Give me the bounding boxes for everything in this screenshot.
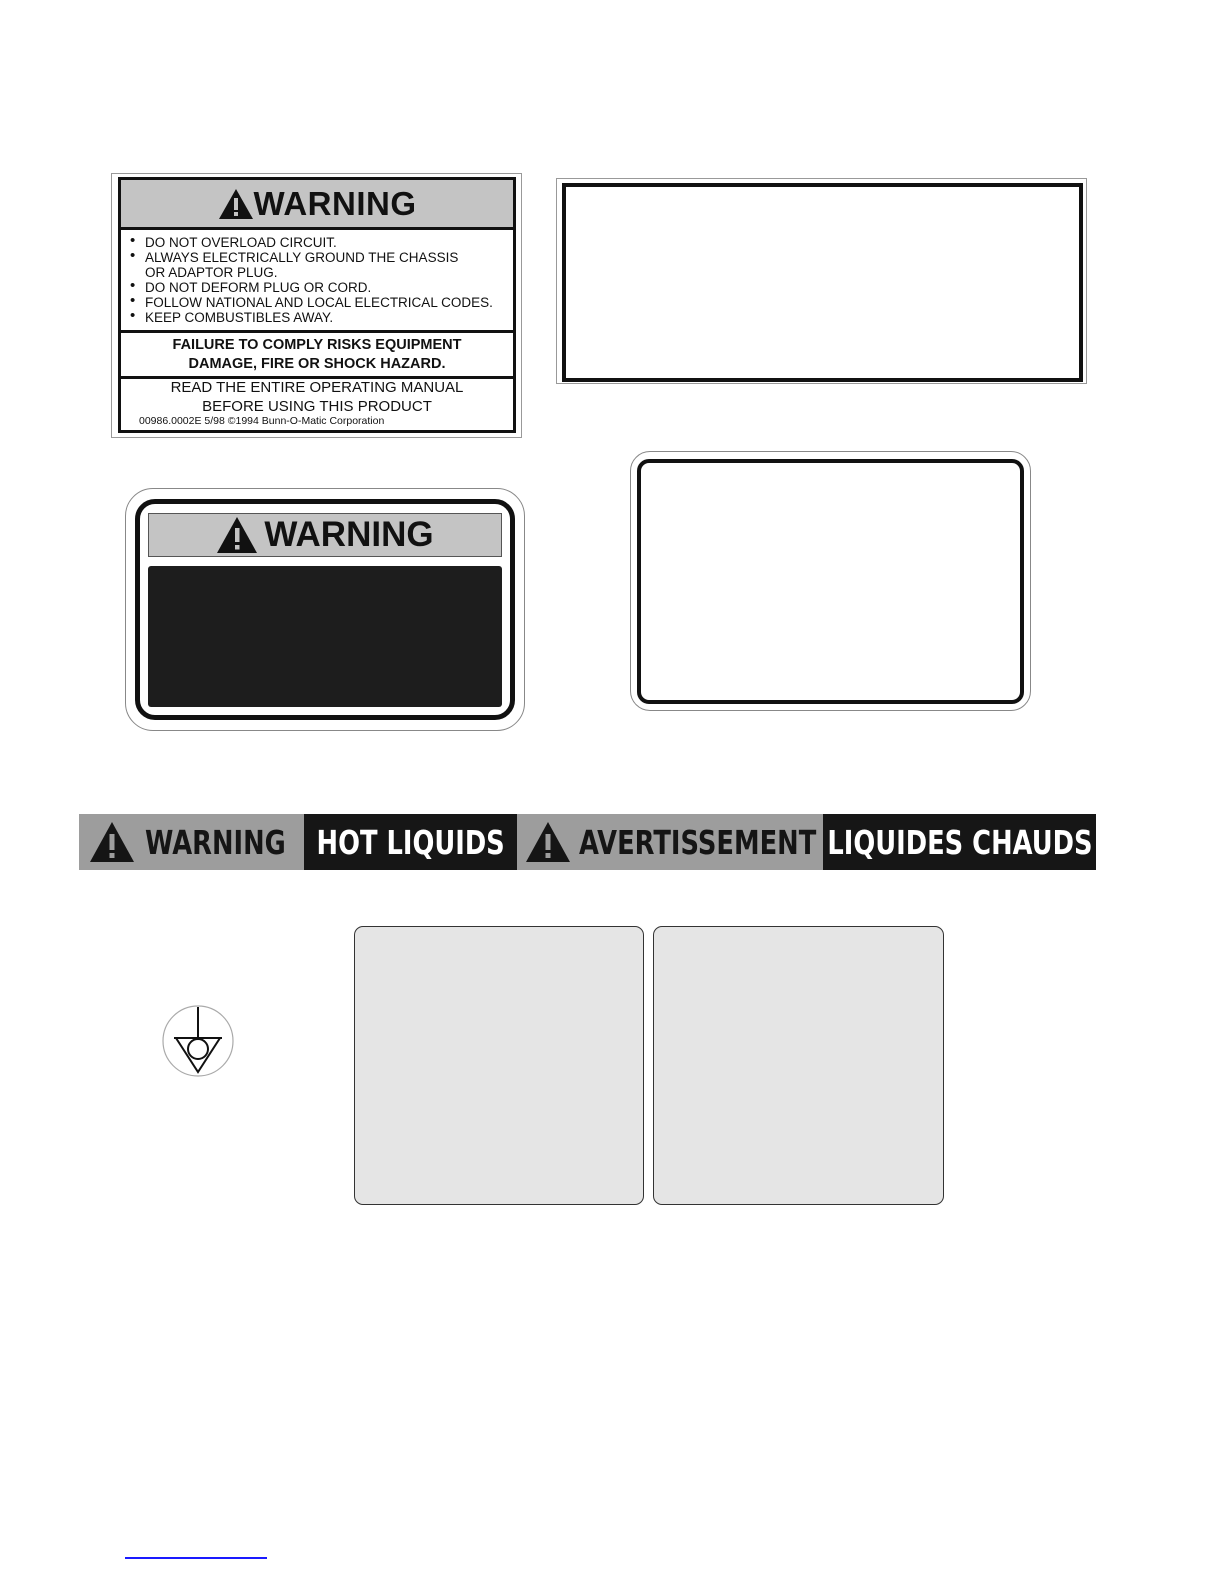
label-black-inner-border <box>135 499 515 720</box>
warning-triangle-icon <box>216 516 258 554</box>
label-electrical-bullet-list <box>121 230 513 333</box>
label-electrical-instruction: READ THE ENTIRE OPERATING MANUAL BEFORE USING THIS PRODUCT 00986.0002E 5/98 ©1994 Bunn-O-Matic Corporation <box>139 379 464 427</box>
label-blank-rectangle <box>562 183 1083 382</box>
warning-triangle-icon <box>89 821 135 863</box>
bullet-item: • KEEP COMBUSTIBLES AWAY. <box>130 307 334 325</box>
label-black-panel <box>148 566 502 707</box>
banner-avertissement-segment: AVERTISSEMENT <box>517 814 823 870</box>
bullet-item-continuation: OR ADAPTOR PLUG. <box>145 265 278 280</box>
ground-symbol-icon <box>161 1004 235 1078</box>
banner-liquides-chauds-segment: LIQUIDES CHAUDS <box>823 814 1096 870</box>
label-electrical-header <box>121 180 513 230</box>
hot-liquids-banner <box>79 814 1096 870</box>
warning-triangle-icon <box>218 188 254 220</box>
bullet-item: • DO NOT DEFORM PLUG OR CORD. <box>130 277 372 295</box>
label-electrical-header-text: WARNING <box>253 184 417 222</box>
label-electrical-warning <box>118 177 516 433</box>
bullet-item: • FOLLOW NATIONAL AND LOCAL ELECTRICAL CODES. <box>130 292 493 310</box>
label-black-header-text: WARNING <box>264 515 434 554</box>
warning-triangle-icon <box>525 821 571 863</box>
label-blank-rounded-inner <box>637 459 1024 704</box>
footer-link-underline[interactable] <box>125 1557 267 1559</box>
label-black-header <box>148 513 502 557</box>
label-black-warning <box>125 488 525 731</box>
label-electrical-consequence: FAILURE TO COMPLY RISKS EQUIPMENT DAMAGE, FIRE OR SHOCK HAZARD. <box>121 333 513 379</box>
label-blank-rounded <box>630 451 1031 711</box>
bullet-item: • ALWAYS ELECTRICALLY GROUND THE CHASSIS <box>130 247 459 265</box>
blank-label-left <box>354 926 644 1205</box>
part-code: 00986.0002E 5/98 ©1994 Bunn-O-Matic Corporation <box>139 415 385 427</box>
banner-hot-liquids-segment: HOT LIQUIDS <box>304 814 517 870</box>
blank-label-right <box>653 926 944 1205</box>
banner-warning-segment: WARNING <box>79 814 304 870</box>
bullet-item: • DO NOT OVERLOAD CIRCUIT. <box>130 232 337 250</box>
